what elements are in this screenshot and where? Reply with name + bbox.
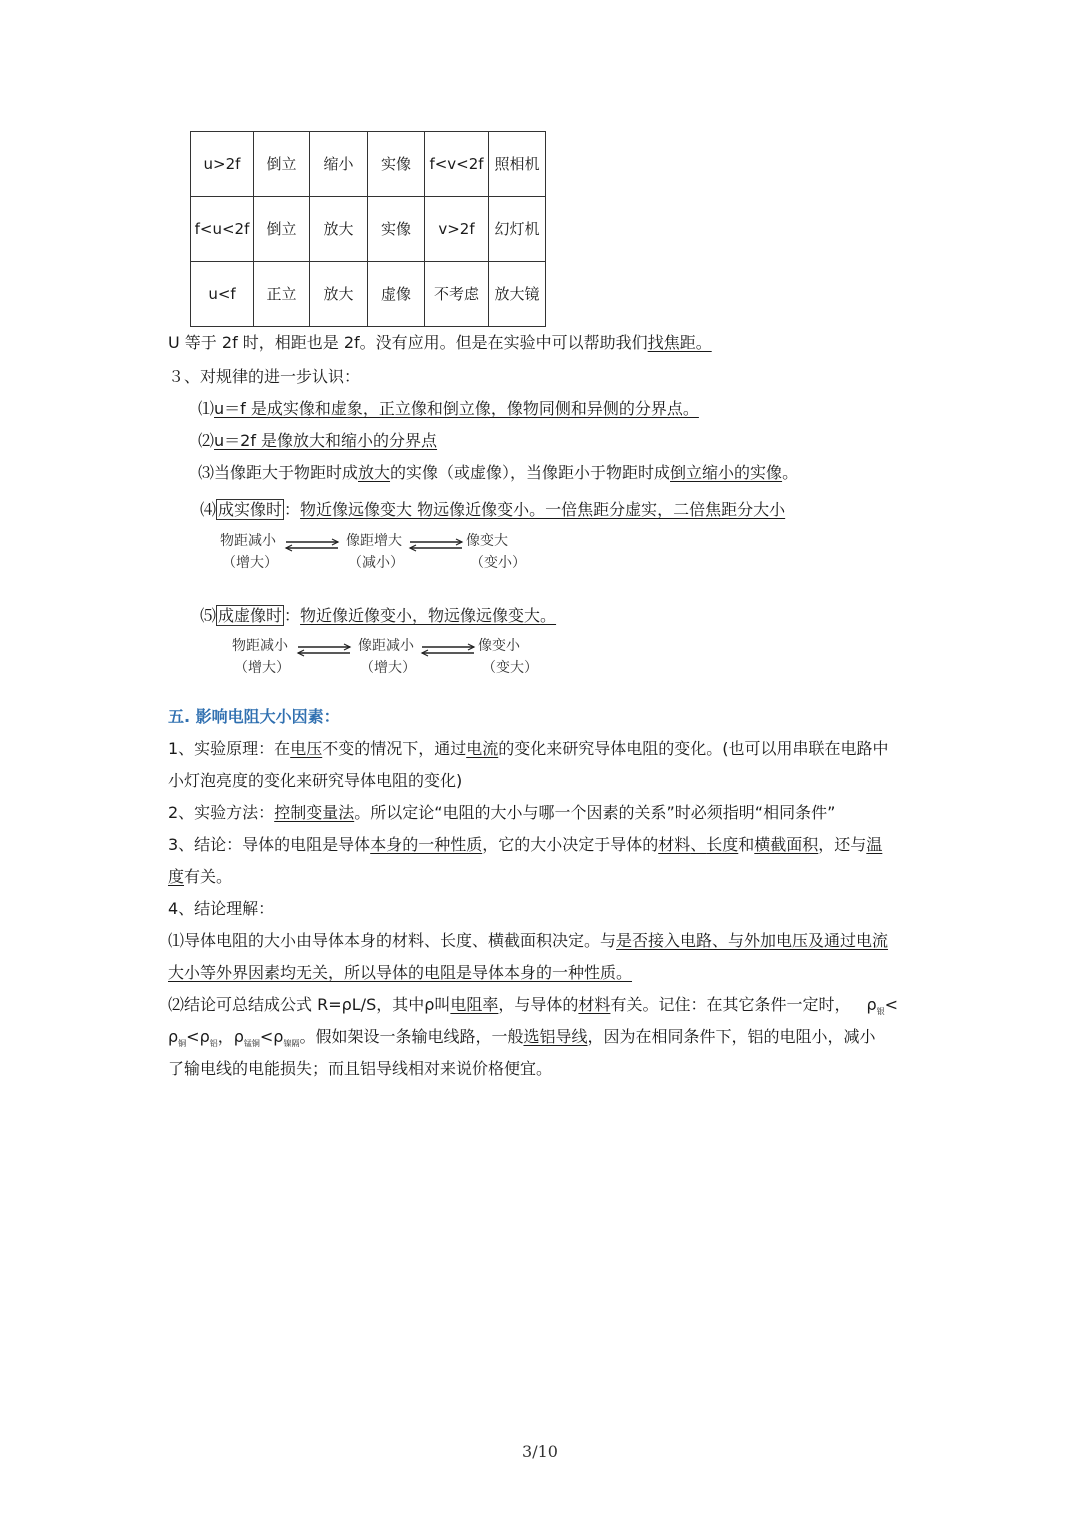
text: <ρ	[186, 1027, 210, 1046]
table-cell: 实像	[368, 132, 425, 197]
flow-label: （变大）	[482, 660, 538, 676]
underlined-text: 材料	[658, 835, 691, 854]
table-row	[191, 262, 546, 327]
text: 的变化来研究导体电阻的变化。(也可以用串联在电路中	[498, 739, 889, 758]
table-cell: 虚像	[368, 262, 425, 327]
text: ，与导体的	[498, 995, 579, 1014]
underlined-text: 物近像近像变小，物远像远像变大。	[300, 606, 557, 625]
underlined-text: 电流	[466, 739, 499, 758]
subsection-title	[168, 364, 360, 387]
s5-line-5-cont	[168, 960, 632, 983]
text: 。	[782, 463, 799, 482]
text: ⑵	[198, 431, 215, 450]
double-arrow-icon	[408, 538, 464, 552]
underlined-text: 本身的一种性质	[370, 835, 483, 854]
underlined-text: 温	[866, 835, 883, 854]
text: ρ	[168, 1027, 179, 1046]
table-cell: f<v<2f	[425, 132, 489, 197]
boxed-text: 成实像时	[218, 500, 283, 519]
table-cell: 正立	[254, 262, 310, 327]
table-cell: 不考虑	[425, 262, 489, 327]
table-cell: v>2f	[425, 197, 489, 262]
double-arrow-icon	[284, 538, 340, 552]
underlined-text: u＝f 是成实像和虚象，正立像和倒立像，像物同侧和异侧的分界点。	[214, 399, 699, 418]
subscript: 锰铜	[243, 1039, 260, 1049]
s5-line-3-cont	[168, 864, 232, 887]
table-cell: 放大	[310, 262, 368, 327]
point-5	[200, 603, 556, 626]
u2f-note	[168, 330, 712, 353]
flow-label: （增大）	[234, 660, 290, 676]
table-cell: 倒立	[254, 197, 310, 262]
underlined-text: 放大	[358, 463, 391, 482]
flow-label: 像变大	[466, 533, 508, 549]
flow-label: （增大）	[360, 660, 416, 676]
underlined-text: 找焦距。	[647, 333, 712, 352]
text: ρ	[866, 995, 877, 1014]
table-cell: 缩小	[310, 132, 368, 197]
flow-label: 物距减小	[232, 638, 288, 654]
underlined-text: 电压	[290, 739, 323, 758]
text: 和	[738, 835, 755, 854]
flow-label: （变小）	[470, 555, 526, 571]
double-arrow-icon	[420, 643, 476, 657]
text: ⑵结论可总结成公式 R=ρL/S，其中ρ叫	[168, 995, 451, 1014]
text: 4、结论理解：	[168, 899, 275, 918]
virtual-image-flow-diagram	[232, 635, 552, 679]
underlined-text: 控制变量法	[274, 803, 355, 822]
underlined-text: 物近像远像变大 物远像近像变小。一倍焦距分虚实，二倍焦距分大小	[300, 500, 786, 519]
text: ：	[284, 500, 301, 519]
lens-imaging-table	[190, 131, 546, 327]
text: ３、对规律的进一步认识：	[168, 367, 361, 386]
text: ，它的大小决定于导体的	[482, 835, 659, 854]
text: 了输电线的电能损失；而且铝导线相对来说价格便宜。	[168, 1059, 553, 1078]
table-cell: 放大镜	[489, 262, 546, 327]
table-cell: f<u<2f	[191, 197, 254, 262]
underlined-text: 长度	[706, 835, 739, 854]
s5-line-4	[168, 896, 274, 919]
s5-line-1-cont	[168, 768, 462, 791]
text: 3、结论：导体的电阻是导体	[168, 835, 371, 854]
text: ⑴导体电阻的大小由导体本身的材料、长度、横截面积决定。与	[168, 931, 617, 950]
double-arrow-icon	[296, 643, 352, 657]
real-image-flow-diagram	[220, 530, 540, 574]
text: U 等于 2f 时，相距也是 2f。没有应用。但是在实验中可以帮助我们	[168, 333, 648, 352]
subscript: 镍隔	[283, 1039, 300, 1049]
table-cell: 照相机	[489, 132, 546, 197]
text: 。假如架设一条输电线路，一般	[299, 1027, 524, 1046]
text: 2、实验方法：	[168, 803, 275, 822]
point-1	[198, 396, 699, 419]
text: ⑴	[198, 399, 215, 418]
table-cell: 幻灯机	[489, 197, 546, 262]
subscript: 铝	[209, 1039, 218, 1049]
point-2	[198, 428, 437, 451]
underlined-text: 电阻率	[450, 995, 499, 1014]
flow-label: （减小）	[348, 555, 404, 571]
text: ，ρ	[217, 1027, 244, 1046]
table-cell: u>2f	[191, 132, 254, 197]
point-4	[200, 497, 785, 520]
boxed-text: 成虚像时	[218, 606, 283, 625]
s5-line-6	[168, 992, 898, 1017]
table-cell: 实像	[368, 197, 425, 262]
text: 小灯泡亮度的变化来研究导体电阻的变化)	[168, 771, 463, 790]
text: 五. 影响电阻大小因素：	[168, 707, 340, 726]
text: 的实像（或虚像），当像距小于物距时成	[390, 463, 671, 482]
s5-line-5	[168, 928, 888, 951]
underlined-text: 选铝导线	[523, 1027, 588, 1046]
subscript: 铜	[178, 1039, 187, 1049]
table-cell: u<f	[191, 262, 254, 327]
text: ⑶当像距大于物距时成	[198, 463, 359, 482]
underlined-text: 是否接入电路、与外加电压及通过电流	[616, 931, 889, 950]
subscript: 银	[876, 1007, 885, 1017]
text: 不变的情况下，通过	[322, 739, 467, 758]
underlined-text: 横截面积	[754, 835, 819, 854]
text: ，还与	[818, 835, 867, 854]
s5-line-2	[168, 800, 835, 823]
section-heading	[168, 704, 340, 727]
underlined-text: 材料	[578, 995, 611, 1014]
flow-label: 物距减小	[220, 533, 276, 549]
text: <ρ	[259, 1027, 284, 1046]
underlined-text: 倒立缩小的实像	[670, 463, 783, 482]
s5-line-1	[168, 736, 888, 759]
underlined-text: 度	[168, 867, 185, 886]
s5-line-3	[168, 832, 882, 855]
table-cell: 倒立	[254, 132, 310, 197]
table-row	[191, 132, 546, 197]
text: ⑷	[200, 500, 217, 519]
flow-label: 像距减小	[358, 638, 414, 654]
table-row	[191, 197, 546, 262]
s5-line-8	[168, 1056, 552, 1079]
text: ⑸	[200, 606, 217, 625]
point-3	[198, 460, 798, 483]
flow-label: （增大）	[222, 555, 278, 571]
text: ：	[284, 606, 301, 625]
underlined-text: 大小等外界因素均无关，所以导体的电阻是导体本身的一种性质。	[168, 963, 633, 982]
flow-label: 像变小	[478, 638, 520, 654]
flow-label: 像距增大	[346, 533, 402, 549]
s5-line-7	[168, 1024, 876, 1049]
text: <	[884, 995, 899, 1014]
text: 1、实验原理：在	[168, 739, 291, 758]
table-cell: 放大	[310, 197, 368, 262]
underlined-text: u＝2f 是像放大和缩小的分界点	[214, 431, 438, 450]
underlined-text: 、	[690, 835, 707, 854]
page-number: 3/10	[522, 1442, 558, 1461]
text: ，因为在相同条件下，铝的电阻小，减小	[587, 1027, 876, 1046]
text: 。所以定论“电阻的大小与哪一个因素的关系”时必须指明“相同条件”	[354, 803, 836, 822]
text: 有关。记住：在其它条件一定时，	[610, 995, 851, 1014]
text: 有关。	[184, 867, 233, 886]
